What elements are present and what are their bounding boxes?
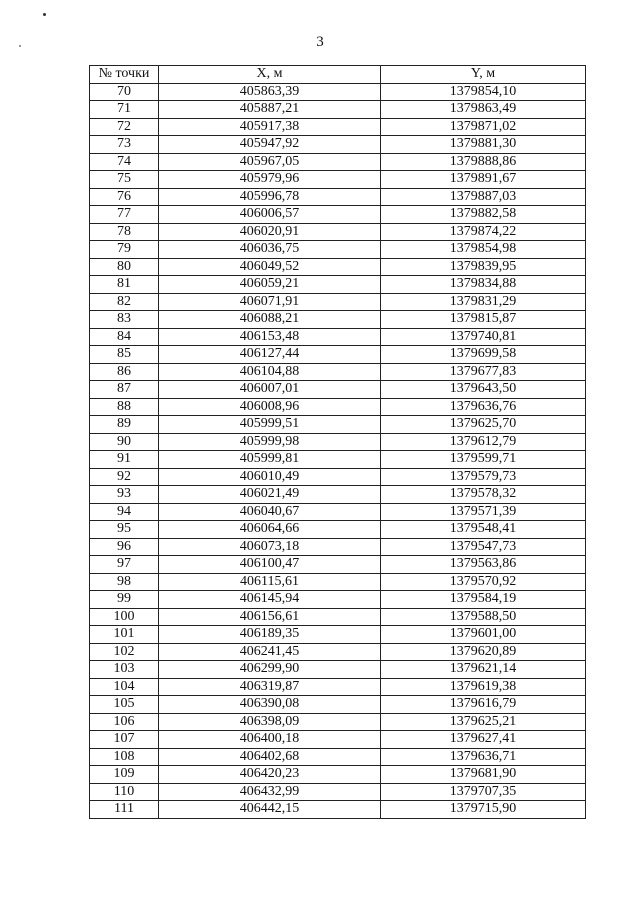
cell-x: 405917,38	[159, 118, 381, 136]
cell-point-number: 78	[90, 223, 159, 241]
cell-point-number: 70	[90, 83, 159, 101]
cell-x: 406064,66	[159, 521, 381, 539]
cell-x: 406442,15	[159, 801, 381, 819]
coordinates-table	[89, 65, 586, 819]
table-row	[90, 696, 586, 714]
page-number: 3	[316, 34, 324, 50]
cell-y: 1379636,71	[381, 748, 586, 766]
cell-point-number: 90	[90, 433, 159, 451]
cell-x: 405999,81	[159, 451, 381, 469]
table-row	[90, 171, 586, 189]
table-row	[90, 503, 586, 521]
table-row	[90, 766, 586, 784]
cell-y: 1379707,35	[381, 783, 586, 801]
cell-y: 1379891,67	[381, 171, 586, 189]
cell-point-number: 79	[90, 241, 159, 259]
cell-point-number: 76	[90, 188, 159, 206]
cell-point-number: 105	[90, 696, 159, 714]
cell-point-number: 82	[90, 293, 159, 311]
cell-x: 406299,90	[159, 661, 381, 679]
cell-x: 406189,35	[159, 626, 381, 644]
cell-point-number: 83	[90, 311, 159, 329]
cell-x: 406010,49	[159, 468, 381, 486]
table-row	[90, 188, 586, 206]
cell-x: 406104,88	[159, 363, 381, 381]
cell-point-number: 75	[90, 171, 159, 189]
cell-point-number: 103	[90, 661, 159, 679]
cell-y: 1379888,86	[381, 153, 586, 171]
table-row	[90, 591, 586, 609]
cell-y: 1379601,00	[381, 626, 586, 644]
cell-point-number: 89	[90, 416, 159, 434]
cell-y: 1379616,79	[381, 696, 586, 714]
cell-x: 406100,47	[159, 556, 381, 574]
table-row	[90, 206, 586, 224]
cell-x: 405863,39	[159, 83, 381, 101]
cell-point-number: 110	[90, 783, 159, 801]
table-row	[90, 136, 586, 154]
cell-x: 406420,23	[159, 766, 381, 784]
header-x: X, м	[159, 66, 381, 84]
cell-y: 1379831,29	[381, 293, 586, 311]
cell-point-number: 88	[90, 398, 159, 416]
table-row	[90, 451, 586, 469]
cell-y: 1379563,86	[381, 556, 586, 574]
cell-point-number: 92	[90, 468, 159, 486]
table-row	[90, 731, 586, 749]
cell-point-number: 81	[90, 276, 159, 294]
table-row	[90, 258, 586, 276]
cell-y: 1379571,39	[381, 503, 586, 521]
cell-y: 1379625,21	[381, 713, 586, 731]
table-row	[90, 153, 586, 171]
cell-x: 406400,18	[159, 731, 381, 749]
table-row	[90, 468, 586, 486]
scan-speck	[43, 13, 46, 16]
table-row	[90, 538, 586, 556]
cell-point-number: 80	[90, 258, 159, 276]
cell-y: 1379620,89	[381, 643, 586, 661]
cell-y: 1379619,38	[381, 678, 586, 696]
cell-y: 1379681,90	[381, 766, 586, 784]
cell-point-number: 71	[90, 101, 159, 119]
cell-x: 406156,61	[159, 608, 381, 626]
cell-y: 1379863,49	[381, 101, 586, 119]
cell-point-number: 95	[90, 521, 159, 539]
cell-point-number: 96	[90, 538, 159, 556]
table-row	[90, 556, 586, 574]
table-row	[90, 643, 586, 661]
cell-point-number: 86	[90, 363, 159, 381]
cell-point-number: 93	[90, 486, 159, 504]
cell-x: 406402,68	[159, 748, 381, 766]
cell-point-number: 101	[90, 626, 159, 644]
table-row	[90, 241, 586, 259]
cell-y: 1379874,22	[381, 223, 586, 241]
header-point-number: № точки	[90, 66, 159, 84]
cell-x: 406021,49	[159, 486, 381, 504]
cell-point-number: 72	[90, 118, 159, 136]
table-row	[90, 433, 586, 451]
cell-x: 406088,21	[159, 311, 381, 329]
cell-y: 1379579,73	[381, 468, 586, 486]
cell-point-number: 98	[90, 573, 159, 591]
cell-x: 406073,18	[159, 538, 381, 556]
cell-x: 406036,75	[159, 241, 381, 259]
cell-y: 1379882,58	[381, 206, 586, 224]
cell-y: 1379881,30	[381, 136, 586, 154]
cell-point-number: 74	[90, 153, 159, 171]
cell-point-number: 104	[90, 678, 159, 696]
cell-y: 1379699,58	[381, 346, 586, 364]
cell-y: 1379584,19	[381, 591, 586, 609]
cell-y: 1379740,81	[381, 328, 586, 346]
table-row	[90, 101, 586, 119]
table-row	[90, 661, 586, 679]
cell-x: 406007,01	[159, 381, 381, 399]
cell-x: 406241,45	[159, 643, 381, 661]
cell-x: 405979,96	[159, 171, 381, 189]
table-row	[90, 748, 586, 766]
cell-x: 406390,08	[159, 696, 381, 714]
cell-point-number: 84	[90, 328, 159, 346]
table-row	[90, 486, 586, 504]
table-header-row	[90, 66, 586, 84]
table-row	[90, 398, 586, 416]
cell-x: 405887,21	[159, 101, 381, 119]
cell-x: 405947,92	[159, 136, 381, 154]
cell-x: 405999,51	[159, 416, 381, 434]
table-row	[90, 608, 586, 626]
cell-x: 406020,91	[159, 223, 381, 241]
cell-y: 1379548,41	[381, 521, 586, 539]
table-row	[90, 626, 586, 644]
table-row	[90, 276, 586, 294]
table-row	[90, 311, 586, 329]
cell-x: 406071,91	[159, 293, 381, 311]
cell-y: 1379854,98	[381, 241, 586, 259]
cell-y: 1379547,73	[381, 538, 586, 556]
cell-point-number: 111	[90, 801, 159, 819]
cell-point-number: 108	[90, 748, 159, 766]
cell-y: 1379715,90	[381, 801, 586, 819]
header-y: Y, м	[381, 66, 586, 84]
cell-y: 1379599,71	[381, 451, 586, 469]
cell-x: 405999,98	[159, 433, 381, 451]
table-row	[90, 223, 586, 241]
cell-y: 1379612,79	[381, 433, 586, 451]
cell-y: 1379627,41	[381, 731, 586, 749]
cell-y: 1379854,10	[381, 83, 586, 101]
cell-x: 406432,99	[159, 783, 381, 801]
table-row	[90, 293, 586, 311]
cell-y: 1379887,03	[381, 188, 586, 206]
cell-x: 406008,96	[159, 398, 381, 416]
table-row	[90, 416, 586, 434]
cell-x: 406319,87	[159, 678, 381, 696]
cell-point-number: 99	[90, 591, 159, 609]
table-row	[90, 521, 586, 539]
table-row	[90, 346, 586, 364]
table-row	[90, 118, 586, 136]
cell-y: 1379588,50	[381, 608, 586, 626]
cell-point-number: 97	[90, 556, 159, 574]
cell-y: 1379570,92	[381, 573, 586, 591]
cell-y: 1379636,76	[381, 398, 586, 416]
table-row	[90, 83, 586, 101]
cell-x: 406049,52	[159, 258, 381, 276]
table-body	[90, 83, 586, 818]
cell-point-number: 106	[90, 713, 159, 731]
cell-point-number: 91	[90, 451, 159, 469]
cell-y: 1379815,87	[381, 311, 586, 329]
cell-x: 406006,57	[159, 206, 381, 224]
cell-x: 406115,61	[159, 573, 381, 591]
cell-x: 406059,21	[159, 276, 381, 294]
cell-y: 1379578,32	[381, 486, 586, 504]
table-row	[90, 328, 586, 346]
cell-y: 1379839,95	[381, 258, 586, 276]
cell-x: 405996,78	[159, 188, 381, 206]
table-row	[90, 801, 586, 819]
table-row	[90, 783, 586, 801]
cell-x: 406398,09	[159, 713, 381, 731]
cell-y: 1379621,14	[381, 661, 586, 679]
table-row	[90, 573, 586, 591]
table-row	[90, 363, 586, 381]
cell-y: 1379643,50	[381, 381, 586, 399]
cell-point-number: 85	[90, 346, 159, 364]
cell-point-number: 73	[90, 136, 159, 154]
cell-y: 1379834,88	[381, 276, 586, 294]
cell-point-number: 100	[90, 608, 159, 626]
cell-x: 405967,05	[159, 153, 381, 171]
cell-point-number: 94	[90, 503, 159, 521]
cell-y: 1379625,70	[381, 416, 586, 434]
cell-x: 406153,48	[159, 328, 381, 346]
cell-y: 1379871,02	[381, 118, 586, 136]
cell-point-number: 77	[90, 206, 159, 224]
cell-x: 406040,67	[159, 503, 381, 521]
cell-x: 406145,94	[159, 591, 381, 609]
cell-point-number: 102	[90, 643, 159, 661]
cell-point-number: 107	[90, 731, 159, 749]
table-row	[90, 713, 586, 731]
cell-y: 1379677,83	[381, 363, 586, 381]
table-row	[90, 678, 586, 696]
cell-point-number: 87	[90, 381, 159, 399]
cell-x: 406127,44	[159, 346, 381, 364]
cell-point-number: 109	[90, 766, 159, 784]
table-row	[90, 381, 586, 399]
